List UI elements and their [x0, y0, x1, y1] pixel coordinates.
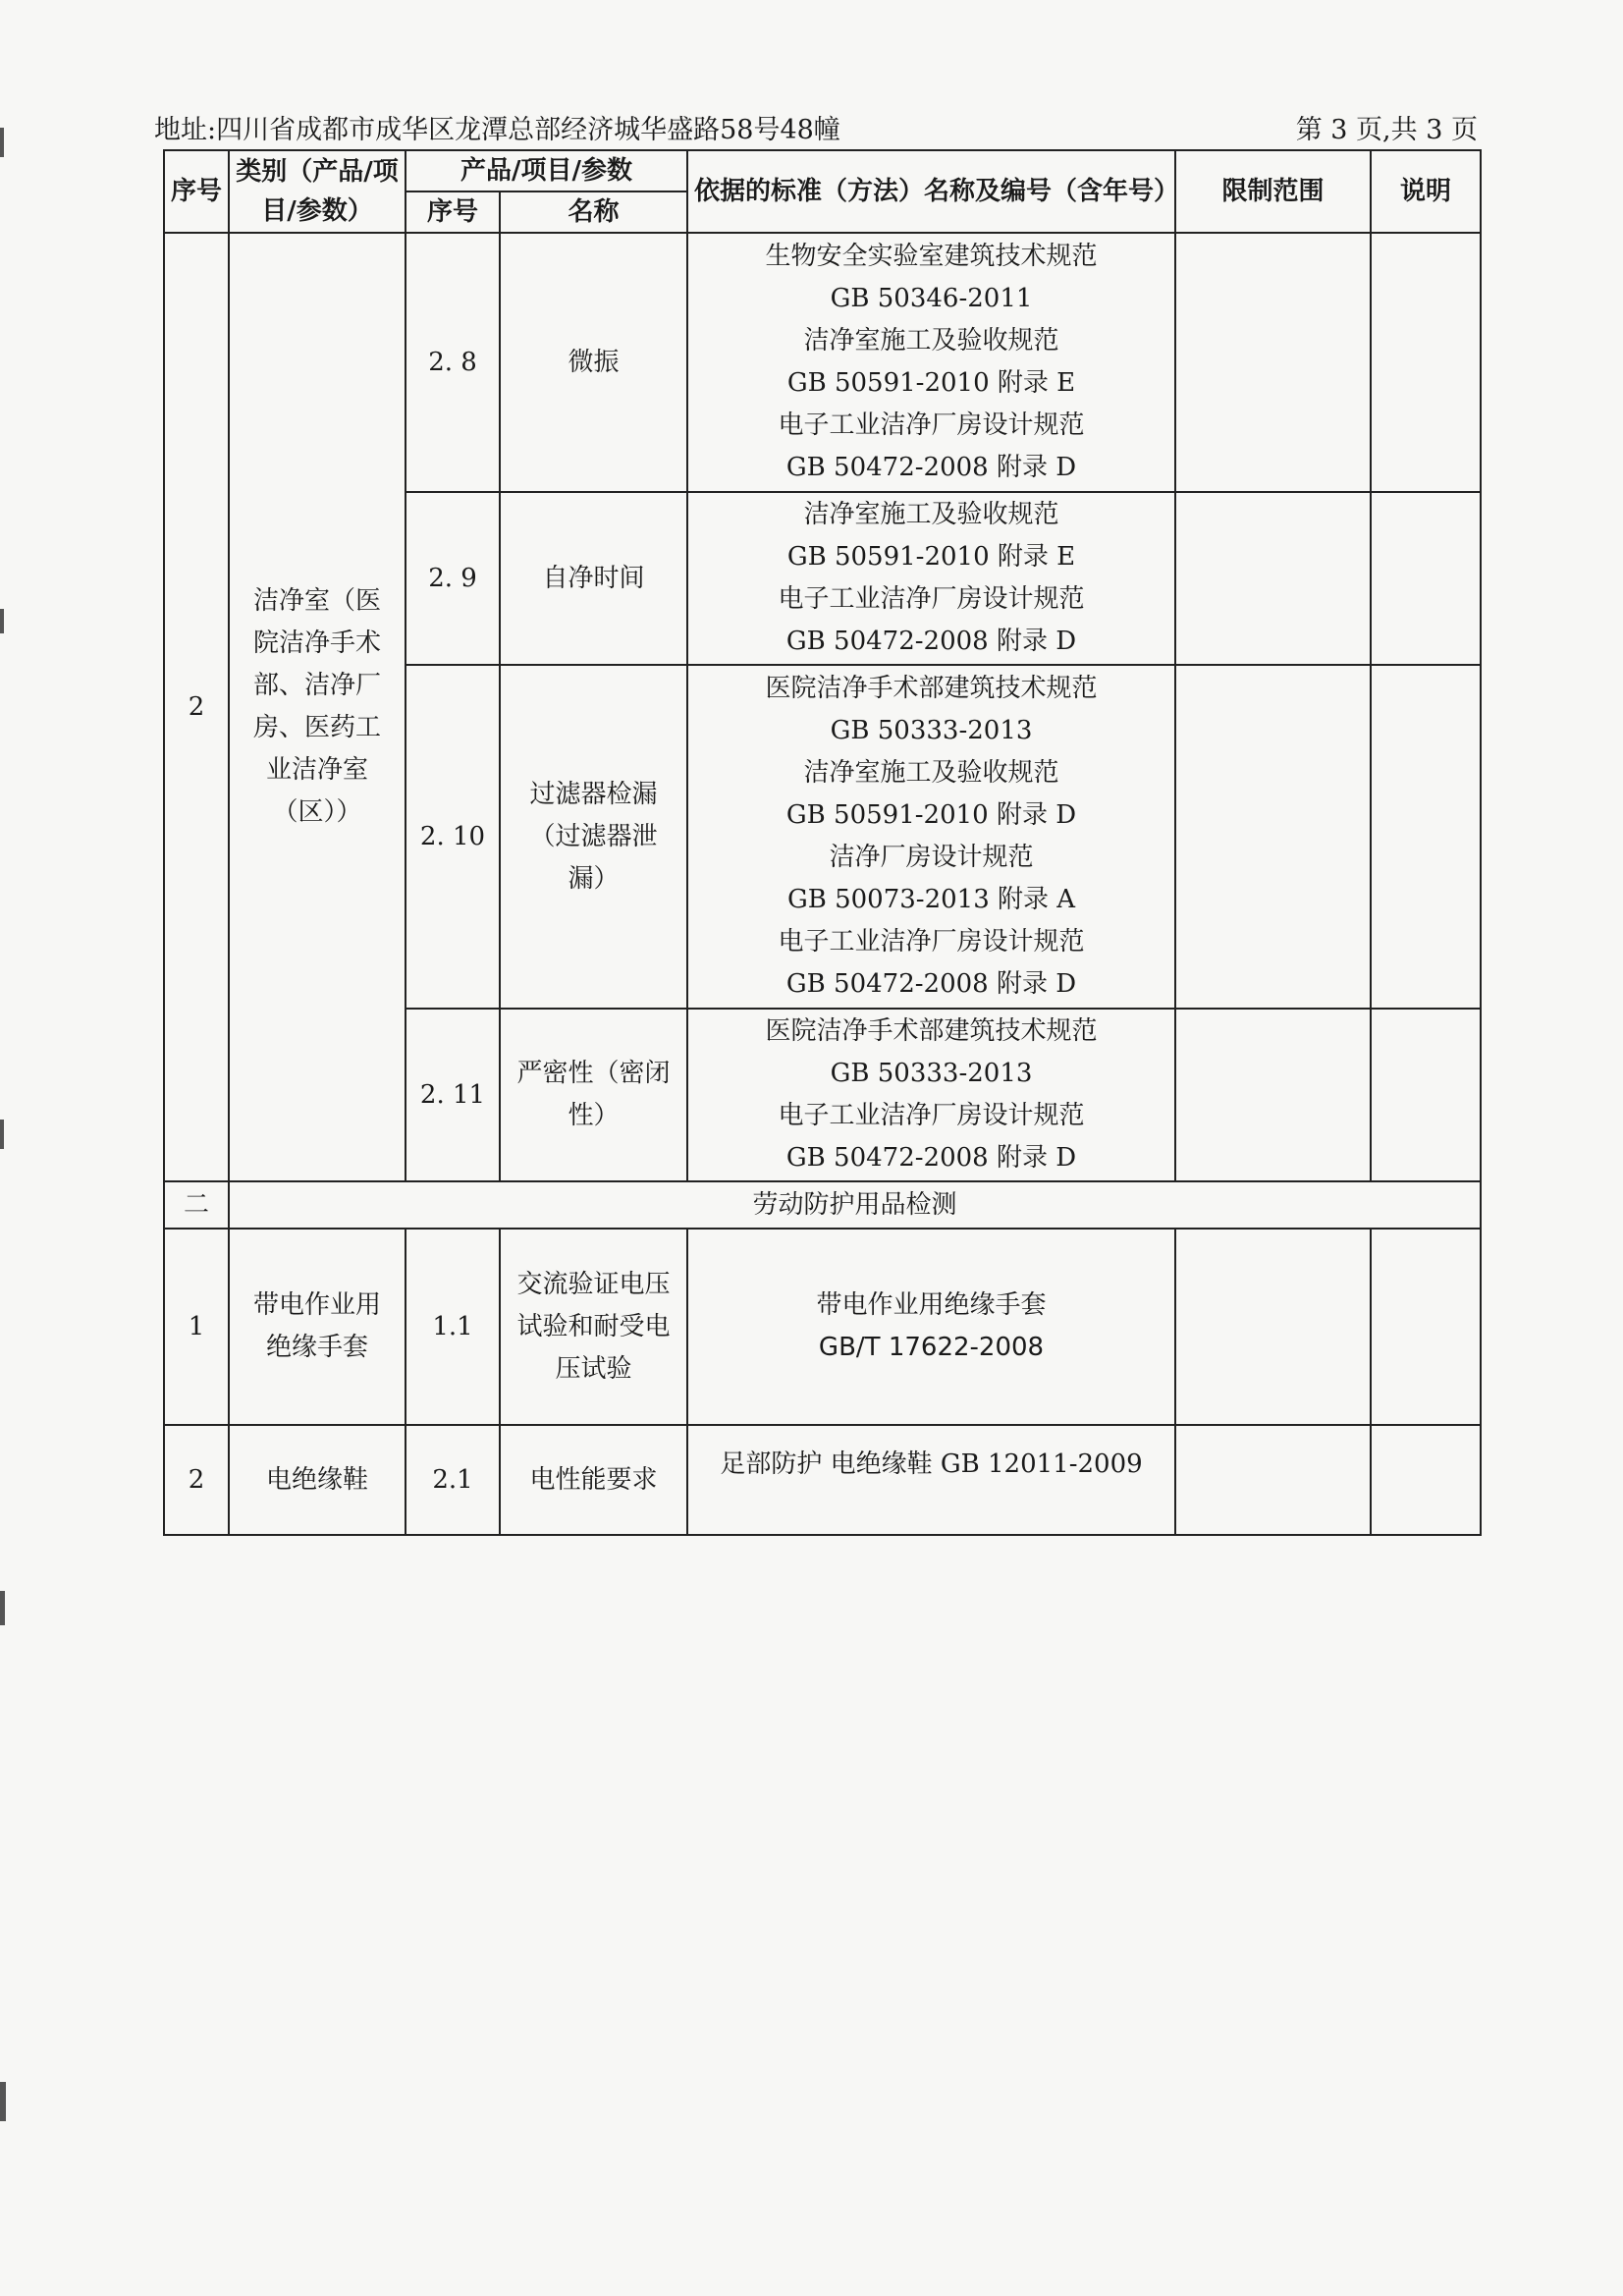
standard-cell: [687, 233, 1175, 492]
standard-line: 电子工业洁净厂房设计规范: [778, 584, 1085, 614]
standard-line: GB 50346-2011: [830, 284, 1033, 313]
header-standard: 依据的标准（方法）名称及编号（含年号）: [687, 150, 1175, 233]
standard-line: GB 50472-2008 附录 D: [785, 1143, 1077, 1173]
limit-cell: [1175, 1009, 1371, 1181]
standard-cell: [687, 1009, 1175, 1181]
limit-cell: [1175, 1229, 1371, 1425]
item-no: 1.1: [406, 1229, 500, 1425]
section-title: 劳动防护用品检测: [229, 1181, 1481, 1229]
standard-line: GB 50472-2008 附录 D: [785, 627, 1077, 656]
standard-line: 电子工业洁净厂房设计规范: [778, 927, 1085, 957]
note-cell: [1371, 665, 1481, 1009]
scan-mark: [0, 609, 4, 633]
standard-line: 洁净室施工及验收规范: [803, 758, 1059, 788]
limit-cell: [1175, 1425, 1371, 1535]
standard-line: GB 50472-2008 附录 D: [785, 453, 1077, 482]
standard-line: 洁净厂房设计规范: [829, 843, 1034, 872]
header-item-name: 名称: [500, 191, 687, 233]
item-name: 严密性（密闭性）: [500, 1009, 687, 1181]
section-row: [164, 1181, 1481, 1229]
standard-line: GB 50591-2010 附录 E: [786, 542, 1076, 572]
limit-cell: [1175, 492, 1371, 665]
item-name: 电性能要求: [500, 1425, 687, 1535]
item-name: 微振: [500, 233, 687, 492]
item-seq: 2: [164, 1425, 229, 1535]
standard-cell: [687, 492, 1175, 665]
scan-mark: [0, 1120, 4, 1149]
note-cell: [1371, 233, 1481, 492]
standard-line: GB 50591-2010 附录 D: [785, 800, 1077, 830]
header-item-no: 序号: [406, 191, 500, 233]
page-header: [154, 108, 1478, 147]
scan-mark: [0, 128, 4, 157]
item-name: 交流验证电压试验和耐受电压试验: [500, 1229, 687, 1425]
standard-line: 足部防护 电绝缘鞋 GB 12011-2009: [720, 1449, 1143, 1479]
item-seq: 1: [164, 1229, 229, 1425]
table-row: [164, 1425, 1481, 1535]
standard-cell: [687, 665, 1175, 1009]
group-category: 洁净室（医院洁净手术部、洁净厂房、医药工业洁净室（区））: [229, 233, 406, 1181]
page-number: 第 3 页,共 3 页: [1295, 115, 1478, 145]
header-category: 类别（产品/项目/参数）: [229, 150, 406, 233]
standard-line: GB 50073-2013 附录 A: [786, 885, 1076, 914]
test-scope-table: [163, 149, 1482, 1536]
standard-line: 洁净室施工及验收规范: [803, 500, 1059, 529]
standard-line: 医院洁净手术部建筑技术规范: [765, 674, 1098, 703]
item-name: 过滤器检漏（过滤器泄漏）: [500, 665, 687, 1009]
item-no: 2. 9: [406, 492, 500, 665]
standard-line: GB 50333-2013: [830, 716, 1033, 745]
header-item-group: 产品/项目/参数: [406, 150, 687, 191]
item-name: 自净时间: [500, 492, 687, 665]
standard-line: 洁净室施工及验收规范: [803, 326, 1059, 355]
standard-cell: [687, 1229, 1175, 1425]
note-cell: [1371, 1229, 1481, 1425]
table-header-row: [164, 150, 1481, 191]
limit-cell: [1175, 665, 1371, 1009]
standard-line: GB 50591-2010 附录 E: [786, 368, 1076, 398]
table-row: [164, 233, 1481, 492]
item-category: 带电作业用绝缘手套: [229, 1229, 406, 1425]
table-row: [164, 1229, 1481, 1425]
item-category: 电绝缘鞋: [229, 1425, 406, 1535]
note-cell: [1371, 1009, 1481, 1181]
section-seq: 二: [164, 1181, 229, 1229]
scan-mark: [0, 2082, 6, 2121]
note-cell: [1371, 492, 1481, 665]
note-cell: [1371, 1425, 1481, 1535]
standard-cell: [687, 1425, 1175, 1535]
item-no: 2.1: [406, 1425, 500, 1535]
header-limit: 限制范围: [1175, 150, 1371, 233]
header-note: 说明: [1371, 150, 1481, 233]
header-seq: 序号: [164, 150, 229, 233]
item-no: 2. 8: [406, 233, 500, 492]
standard-line: 医院洁净手术部建筑技术规范: [765, 1016, 1098, 1046]
address-text: 地址:四川省成都市成华区龙潭总部经济城华盛路58号48幢: [154, 115, 840, 145]
standard-line: 电子工业洁净厂房设计规范: [778, 410, 1085, 440]
standard-line: 生物安全实验室建筑技术规范: [765, 242, 1098, 271]
limit-cell: [1175, 233, 1371, 492]
standard-line: 带电作业用绝缘手套: [816, 1290, 1047, 1320]
standard-line: GB 50333-2013: [830, 1059, 1033, 1088]
standard-line: 电子工业洁净厂房设计规范: [778, 1101, 1085, 1130]
group-seq: 2: [164, 233, 229, 1181]
standard-line: GB 50472-2008 附录 D: [785, 969, 1077, 999]
item-no: 2. 10: [406, 665, 500, 1009]
standard-line: GB/T 17622-2008: [818, 1333, 1045, 1362]
scan-mark: [0, 1591, 5, 1625]
item-no: 2. 11: [406, 1009, 500, 1181]
